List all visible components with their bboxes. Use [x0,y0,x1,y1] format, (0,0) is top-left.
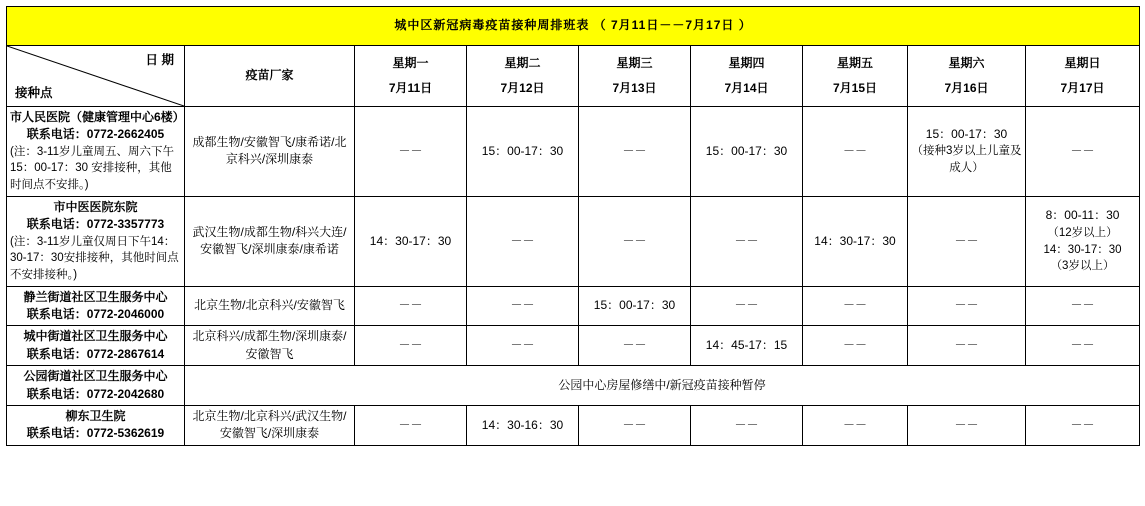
slot-tue: 15：00-17：30 [467,107,579,197]
slot-tue: －－ [467,286,579,326]
table-header-row [7,46,1140,107]
slot-fri: －－ [803,405,908,445]
slot-sun: －－ [1026,405,1140,445]
suspension-note: 公园中心房屋修缮中/新冠疫苗接种暂停 [185,366,1140,406]
site-phone: 联系电话：0772-2046000 [26,306,165,321]
header-day-fri [803,46,908,107]
header-day-name: 星期日 [1064,55,1101,70]
slot-tue: －－ [467,196,579,286]
slot-wed: －－ [579,107,691,197]
vaccine-list: 北京科兴/成都生物/深圳康泰/安徽智飞 [185,326,355,366]
table-row [7,196,1140,286]
slot-time: 8：00-11：30 [1045,208,1120,223]
site-phone: 联系电话：0772-2867614 [26,346,165,361]
slot-sat: －－ [908,286,1026,326]
header-day-date: 7月14日 [724,81,769,95]
table-row [7,405,1140,445]
site-info-cell [7,107,185,197]
header-vaccine-manufacturer: 疫苗厂家 [185,46,355,107]
site-phone: 联系电话：0772-5362619 [26,426,165,441]
slot-mon: －－ [355,107,467,197]
slot-tue: 14：30-16：30 [467,405,579,445]
site-name: 市中医医院东院 [53,199,138,214]
site-phone: 联系电话：0772-3357773 [26,217,165,232]
slot-fri: －－ [803,107,908,197]
site-name: 柳东卫生院 [65,408,126,423]
header-day-date: 7月12日 [500,81,545,95]
site-name: 公园街道社区卫生服务中心 [23,369,168,384]
slot-sun [1026,196,1140,286]
site-name: 静兰街道社区卫生服务中心 [23,289,168,304]
header-day-name: 星期二 [504,55,541,70]
site-note: (注：3-11岁儿童仅周日下午14：30-17：30安排接种，其他时间点不安排接种。) [10,235,179,281]
slot-wed: 15：00-17：30 [579,286,691,326]
vaccine-list: 北京生物/北京科兴/武汉生物/安徽智飞/深圳康泰 [185,405,355,445]
header-day-name: 星期一 [392,55,429,70]
header-day-name: 星期六 [948,55,985,70]
table-row [7,366,1140,406]
slot-note: （接种3岁以上儿童及成人） [911,145,1022,175]
header-day-date: 7月17日 [1060,81,1105,95]
header-day-date: 7月16日 [944,81,989,95]
site-phone: 联系电话：0772-2662405 [26,127,165,142]
header-day-mon [355,46,467,107]
slot-wed: －－ [579,196,691,286]
site-phone: 联系电话：0772-2042680 [26,386,165,401]
slot-sun: －－ [1026,107,1140,197]
header-day-sun [1026,46,1140,107]
header-day-name: 星期四 [728,55,765,70]
site-info-cell [7,286,185,326]
slot-sun: －－ [1026,326,1140,366]
header-day-name: 星期五 [836,55,873,70]
slot-sat: －－ [908,326,1026,366]
slot-time: 15：00-17：30 [925,127,1008,142]
vaccine-list: 北京生物/北京科兴/安徽智飞 [185,286,355,326]
site-info-cell [7,326,185,366]
header-day-date: 7月11日 [388,81,433,95]
header-day-tue [467,46,579,107]
table-row [7,107,1140,197]
slot-thu: －－ [691,405,803,445]
slot-mon: －－ [355,405,467,445]
slot-thu: 14：45-17：15 [691,326,803,366]
header-day-sat [908,46,1026,107]
slot-mon: 14：30-17：30 [355,196,467,286]
header-day-date: 7月15日 [832,81,878,95]
slot-thu: －－ [691,286,803,326]
site-info-cell [7,405,185,445]
slot-thu: 15：00-17：30 [691,107,803,197]
site-name: 市人民医院（健康管理中心6楼） [10,110,185,124]
header-site-label: 接种点 [15,85,53,100]
slot-fri: －－ [803,286,908,326]
slot-thu: －－ [691,196,803,286]
slot-sat: －－ [908,196,1026,286]
header-corner-cell [7,46,185,107]
header-day-name: 星期三 [616,55,653,70]
slot-mon: －－ [355,326,467,366]
slot-mon: －－ [355,286,467,326]
header-day-wed [579,46,691,107]
table-row [7,326,1140,366]
slot-sat [908,107,1026,197]
slot-wed: －－ [579,326,691,366]
site-info-cell [7,196,185,286]
slot-sat: －－ [908,405,1026,445]
slot-note: （12岁以上） 14：30-17：30 （3岁以上） [1043,226,1122,273]
slot-fri: －－ [803,326,908,366]
header-day-date: 7月13日 [612,81,657,95]
header-date-label: 日 期 [145,53,174,67]
site-info-cell [7,366,185,406]
site-name: 城中街道社区卫生服务中心 [23,329,168,344]
table-row [7,286,1140,326]
site-note: (注：3-11岁儿童周五、周六下午15：00-17：30 安排接种，其他时间点不安排。) [10,145,174,192]
vaccine-list: 成都生物/安徽智飞/康希诺/北京科兴/深圳康泰 [185,107,355,197]
page-title: 城中区新冠病毒疫苗接种周排班表 （ 7月11日－－7月17日 ） [7,7,1140,46]
vaccine-list: 武汉生物/成都生物/科兴大连/安徽智飞/深圳康泰/康希诺 [185,196,355,286]
slot-sun: －－ [1026,286,1140,326]
vaccination-schedule-table [6,6,1140,446]
table-title-row [7,7,1140,46]
slot-fri: 14：30-17：30 [803,196,908,286]
slot-tue: －－ [467,326,579,366]
slot-wed: －－ [579,405,691,445]
header-day-thu [691,46,803,107]
